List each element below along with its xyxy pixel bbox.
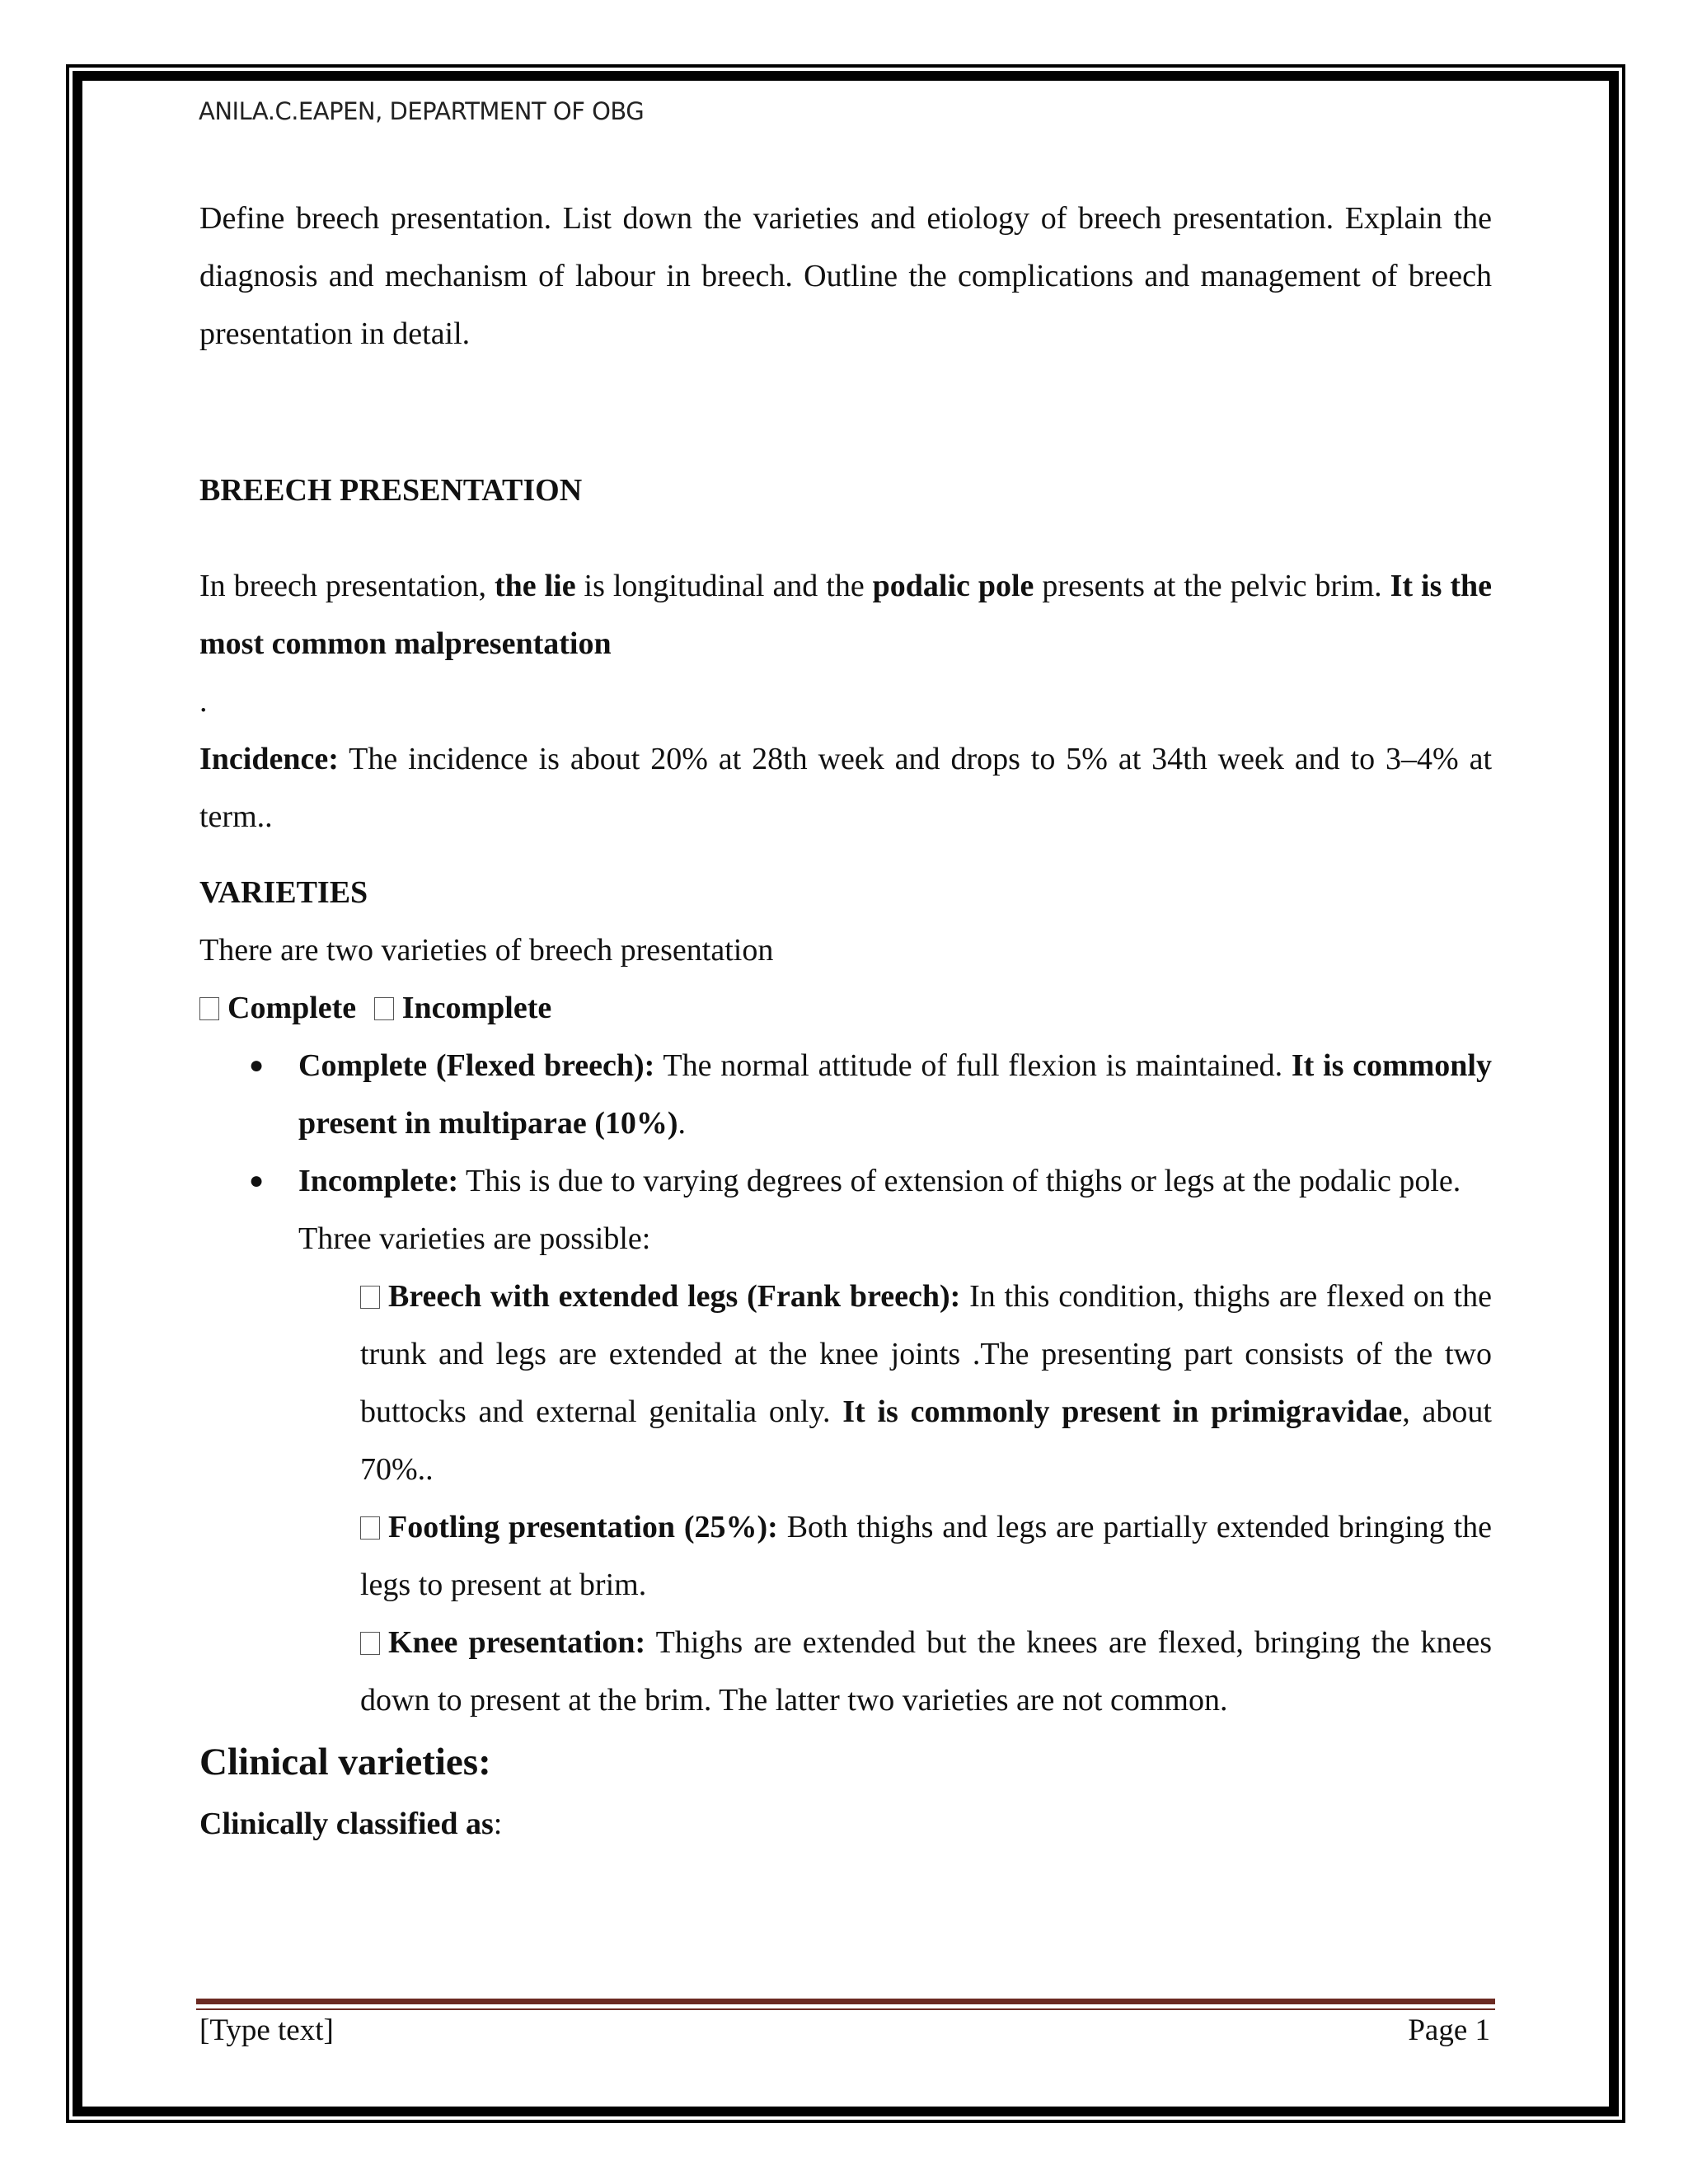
- clinical-subtitle-bold: Clinically classified as: [199, 1807, 494, 1841]
- clinical-subtitle: [199, 1795, 1492, 1853]
- definition-bold-lie: the lie: [494, 569, 576, 603]
- footer-divider: [196, 1999, 1495, 2004]
- knee-label: Knee presentation:: [388, 1625, 646, 1660]
- list-item-incomplete: [199, 1152, 1492, 1210]
- page-number: Page 1: [1408, 2013, 1490, 2047]
- definition-bold-common: It is the most common malpresentation: [199, 569, 1492, 661]
- page-header: ANILA.C.EAPEN, DEPARTMENT OF OBG: [199, 97, 645, 125]
- frank-bold-tail: It is commonly present in primigravidae: [842, 1394, 1403, 1429]
- list-item-frank: [199, 1268, 1492, 1498]
- complete-bold-tail: It is commonly present in multiparae (10%): [298, 1048, 1492, 1141]
- list-item-footling: [199, 1498, 1492, 1614]
- definition-text-2: is longitudinal and the: [575, 569, 873, 603]
- knee-body: Thighs are extended but the knees are flexed, bringing the knees down to present at the brim. The latter two varieties are not common.: [360, 1625, 1492, 1718]
- checkbox-icon: [199, 997, 219, 1020]
- definition-bold-podalic: podalic pole: [872, 569, 1034, 603]
- question-paragraph: Define breech presentation. List down the varieties and etiology of breech presentation. Explain the diagnosis and mechanism of labour in breech. Outline the complications and management of breech presentation in detail.: [199, 201, 1492, 351]
- bullet-icon: ●: [249, 1167, 265, 1194]
- footling-label: Footling presentation (25%):: [388, 1510, 778, 1544]
- incomplete-body: This is due to varying degrees of extension of thighs or legs at the podalic pole.: [458, 1164, 1461, 1198]
- incidence-paragraph: [199, 730, 1492, 846]
- dot-line: .: [199, 684, 208, 719]
- definition-text-3: presents at the pelvic brim.: [1034, 569, 1390, 603]
- checkbox-icon: [374, 997, 394, 1020]
- clinical-varieties-title: Clinical varieties:: [199, 1741, 491, 1783]
- definition-text-1: In breech presentation,: [199, 569, 495, 603]
- frank-end: , about 70%..: [360, 1394, 1492, 1487]
- section-title: BREECH PRESENTATION: [199, 473, 583, 508]
- list-item-complete: [199, 1037, 1492, 1152]
- varieties-title: VARIETIES: [199, 875, 368, 910]
- varieties-options: [199, 979, 1492, 1037]
- footer-divider-thin: [196, 2008, 1495, 2010]
- complete-body: The normal attitude of full flexion is maintained.: [654, 1048, 1292, 1083]
- option-incomplete: Incomplete: [401, 991, 552, 1025]
- varieties-intro: There are two varieties of breech presentation: [199, 933, 774, 968]
- list-item-knee: [199, 1614, 1492, 1729]
- knee-text: [360, 1614, 1492, 1729]
- incomplete-text: [298, 1152, 1492, 1210]
- incidence-text: The incidence is about 20% at 28th week and drops to 5% at 34th week and to 3–4% at term..: [199, 742, 1492, 834]
- footling-text: [360, 1498, 1492, 1614]
- incidence-label: Incidence:: [199, 742, 339, 776]
- complete-label: Complete (Flexed breech):: [298, 1048, 655, 1083]
- frank-label: Breech with extended legs (Frank breech):: [388, 1279, 961, 1314]
- document-body: [199, 190, 1492, 1853]
- footling-body: Both thighs and legs are partially extended bringing the legs to present at brim.: [360, 1510, 1492, 1602]
- frank-body: In this condition, thighs are flexed on the trunk and legs are extended at the knee joints .The presenting part consists of the two buttocks and external genitalia only.: [360, 1279, 1492, 1429]
- bullet-icon: ●: [249, 1052, 265, 1079]
- complete-end: .: [678, 1106, 687, 1141]
- footer-left-text: [Type text]: [199, 2013, 334, 2047]
- checkbox-icon: [360, 1632, 380, 1655]
- frank-text: [360, 1268, 1492, 1498]
- incomplete-label: Incomplete:: [298, 1164, 459, 1198]
- checkbox-icon: [360, 1286, 380, 1309]
- complete-text: [298, 1037, 1492, 1152]
- clinical-subtitle-colon: :: [493, 1807, 503, 1841]
- three-varieties-intro: Three varieties are possible:: [298, 1221, 651, 1256]
- definition-paragraph: [199, 557, 1492, 673]
- option-complete: Complete: [227, 991, 357, 1025]
- checkbox-icon: [360, 1516, 380, 1540]
